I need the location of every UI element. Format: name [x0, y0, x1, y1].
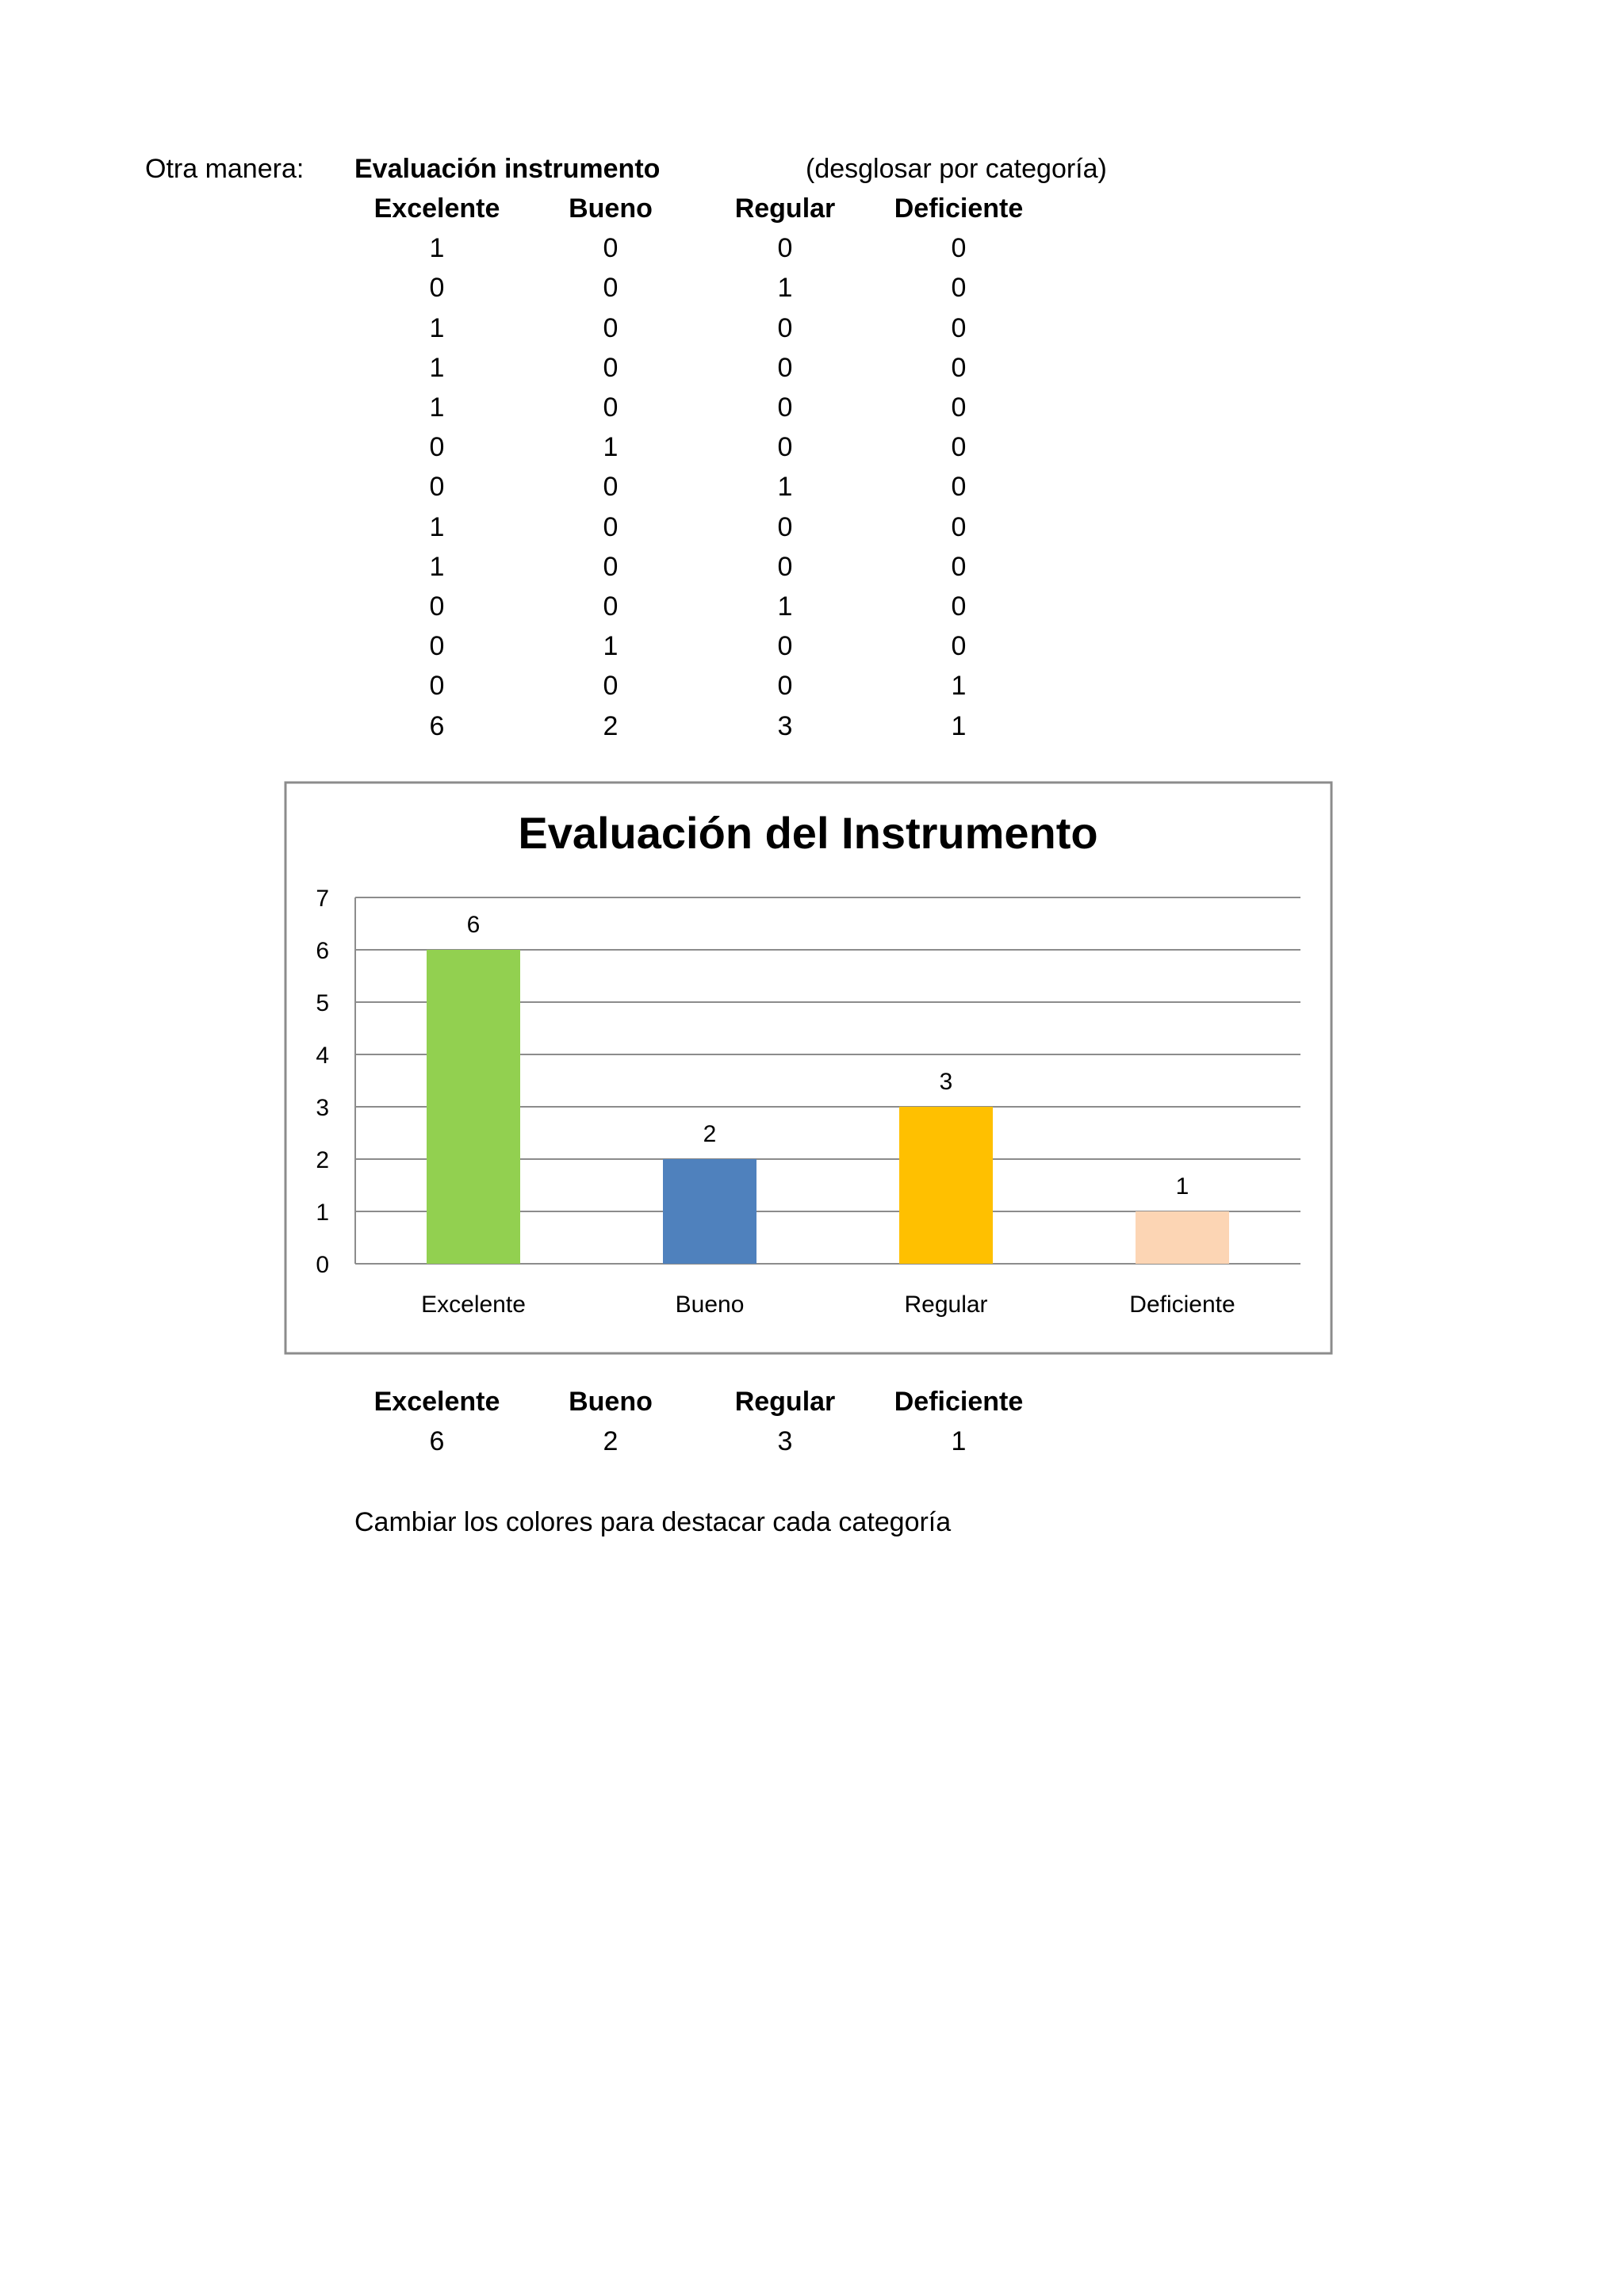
x-tick-label: Deficiente — [1129, 1292, 1235, 1318]
table-cell: 1 — [603, 432, 619, 463]
total-cell: 6 — [429, 710, 445, 741]
column-header-bueno: Bueno — [569, 193, 653, 224]
table-cell: 0 — [951, 432, 967, 463]
data-label: 1 — [1175, 1173, 1189, 1200]
column-header-deficiente: Deficiente — [894, 193, 1024, 224]
total-cell: 2 — [603, 710, 619, 741]
total-cell: 3 — [777, 710, 793, 741]
table-cell: 0 — [429, 631, 445, 662]
table-cell: 0 — [603, 392, 619, 423]
table-cell: 0 — [777, 631, 793, 662]
table-cell: 0 — [429, 472, 445, 503]
table-cell: 0 — [951, 551, 967, 582]
table-cell: 0 — [777, 392, 793, 423]
table-cell: 0 — [603, 671, 619, 702]
table-cell: 0 — [777, 671, 793, 702]
table-cell: 0 — [603, 551, 619, 582]
table-cell: 0 — [951, 312, 967, 343]
table-cell: 1 — [429, 392, 445, 423]
table-cell: 0 — [777, 511, 793, 542]
chart-title: Evaluación del Instrumento — [518, 808, 1098, 858]
table-cell: 1 — [777, 273, 793, 304]
table-cell: 0 — [603, 472, 619, 503]
data-label: 2 — [703, 1121, 717, 1147]
bar-bueno — [663, 1159, 756, 1264]
table-cell: 0 — [603, 233, 619, 264]
table-cell: 1 — [429, 551, 445, 582]
table-cell: 0 — [951, 273, 967, 304]
y-tick-label: 6 — [316, 938, 329, 964]
table-cell: 1 — [777, 591, 793, 622]
total-cell: 1 — [951, 710, 967, 741]
table-cell: 1 — [951, 671, 967, 702]
table-cell: 0 — [603, 312, 619, 343]
summary-header-regular: Regular — [734, 1387, 836, 1417]
bar-excelente — [427, 950, 520, 1264]
summary-value: 1 — [951, 1426, 967, 1456]
table-cell: 0 — [603, 352, 619, 383]
bar-regular — [899, 1107, 993, 1264]
table-cell: 0 — [603, 511, 619, 542]
table-cell: 0 — [777, 312, 793, 343]
x-tick-label: Regular — [904, 1292, 988, 1318]
summary-value: 2 — [603, 1426, 619, 1456]
y-tick-label: 3 — [316, 1095, 329, 1121]
table-cell: 0 — [951, 352, 967, 383]
table-cell: 0 — [603, 591, 619, 622]
table-cell: 0 — [951, 392, 967, 423]
header-label: Otra manera: — [145, 154, 304, 184]
summary-value: 3 — [777, 1426, 793, 1456]
summary-header-excelente: Excelente — [373, 1387, 500, 1417]
table-cell: 1 — [429, 352, 445, 383]
y-tick-label: 2 — [316, 1147, 329, 1173]
table-cell: 0 — [429, 273, 445, 304]
y-tick-label: 0 — [316, 1252, 329, 1278]
table-cell: 0 — [951, 631, 967, 662]
table-cell: 1 — [429, 233, 445, 264]
x-tick-label: Bueno — [675, 1292, 745, 1318]
table-cell: 0 — [951, 591, 967, 622]
header-note: (desglosar por categoría) — [806, 154, 1107, 184]
table-cell: 0 — [777, 352, 793, 383]
table-cell: 1 — [603, 631, 619, 662]
table-title: Evaluación instrumento — [354, 154, 661, 184]
column-header-excelente: Excelente — [373, 193, 500, 224]
table-cell: 1 — [429, 312, 445, 343]
y-tick-label: 5 — [316, 990, 329, 1016]
table-cell: 0 — [777, 551, 793, 582]
summary-value: 6 — [429, 1426, 445, 1456]
table-cell: 1 — [429, 511, 445, 542]
summary-header-deficiente: Deficiente — [894, 1387, 1024, 1417]
table-cell: 0 — [951, 472, 967, 503]
y-tick-label: 1 — [316, 1200, 329, 1226]
table-cell: 0 — [777, 432, 793, 463]
y-tick-label: 4 — [316, 1043, 329, 1069]
summary-header-bueno: Bueno — [569, 1387, 653, 1417]
table-cell: 1 — [777, 472, 793, 503]
table-cell: 0 — [429, 671, 445, 702]
table-cell: 0 — [951, 233, 967, 264]
table-cell: 0 — [429, 432, 445, 463]
data-label: 6 — [466, 912, 481, 938]
table-cell: 0 — [429, 591, 445, 622]
table-cell: 0 — [951, 511, 967, 542]
y-tick-label: 7 — [316, 886, 329, 912]
footer-note: Cambiar los colores para destacar cada categoría — [354, 1507, 952, 1537]
bar-deficiente — [1136, 1211, 1229, 1264]
data-label: 3 — [939, 1069, 953, 1095]
column-header-regular: Regular — [734, 193, 836, 224]
table-cell: 0 — [603, 273, 619, 304]
x-tick-label: Excelente — [421, 1292, 526, 1318]
table-cell: 0 — [777, 233, 793, 264]
